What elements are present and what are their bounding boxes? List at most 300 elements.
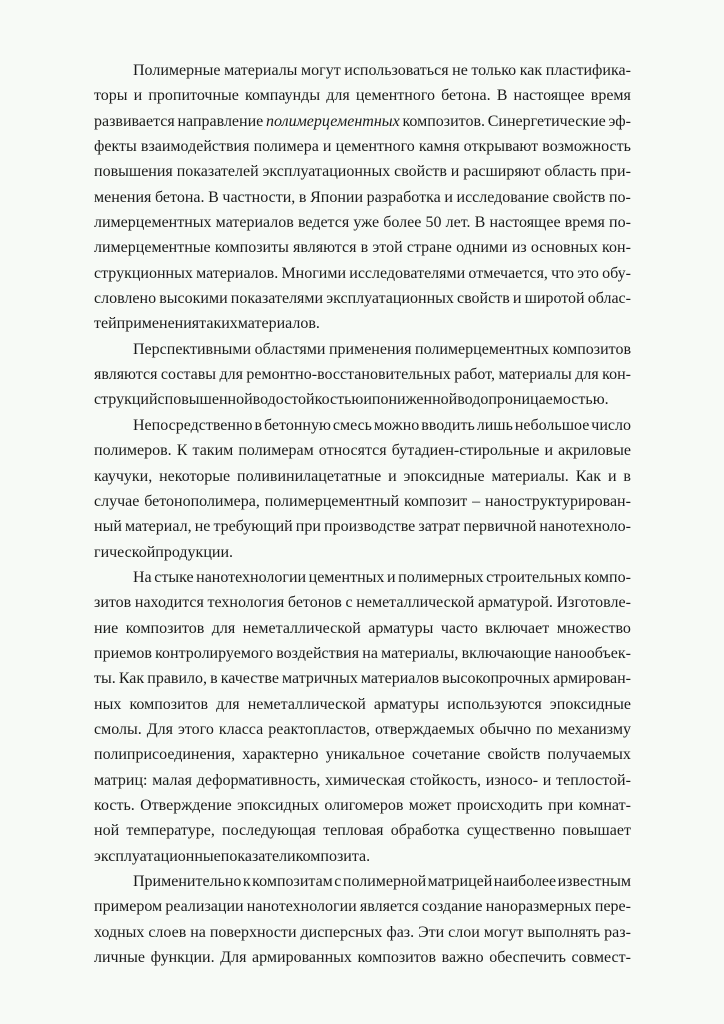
word: Как: [575, 467, 602, 485]
word: и: [512, 290, 522, 308]
word: композитов: [552, 340, 631, 358]
paragraph: [94, 341, 631, 417]
text-line: [94, 924, 631, 949]
word: с: [334, 873, 342, 890]
text-line: [94, 544, 631, 569]
word: область: [544, 163, 597, 181]
word: функции.: [150, 949, 215, 967]
word: отверждаемых: [375, 720, 475, 738]
word: –: [472, 492, 481, 510]
word: ты.: [94, 670, 116, 688]
word: полимерцементный: [264, 492, 400, 510]
word: бетонополимера,: [144, 492, 260, 510]
text-line: [94, 797, 631, 822]
word: в: [254, 416, 263, 434]
word: материалы: [224, 62, 298, 79]
word: получаемых: [547, 746, 631, 764]
word: менения: [94, 188, 152, 206]
word: дисперсных: [300, 923, 383, 941]
word: повышает: [562, 822, 631, 840]
word: обеспечить: [489, 949, 566, 967]
word: раз-: [604, 923, 631, 941]
word: композита.: [295, 847, 371, 865]
text-line: [94, 417, 631, 442]
word: словлено: [94, 290, 157, 308]
word: материал,: [124, 518, 192, 536]
word: бетонов: [287, 594, 342, 612]
body-text-column: [94, 62, 631, 974]
word: класса: [218, 720, 264, 738]
word: показателями: [230, 290, 324, 308]
word: композитов: [129, 695, 208, 713]
word: эпоксидных: [237, 796, 320, 814]
text-line: [94, 138, 631, 163]
word: таких: [199, 315, 238, 333]
word: полимерам: [238, 442, 314, 460]
text-line: [94, 721, 631, 746]
text-line: [94, 290, 631, 315]
word: могут: [483, 923, 524, 941]
word: как: [519, 62, 543, 79]
word: для: [219, 366, 243, 384]
word: строительных: [486, 568, 582, 586]
word: Применительно: [133, 873, 242, 890]
word: характерно: [242, 746, 319, 764]
word: наноразмерных: [485, 898, 592, 916]
word: неметаллической: [242, 619, 361, 637]
word: матричных: [282, 670, 358, 688]
word: известным: [557, 873, 631, 890]
word: На: [133, 568, 152, 586]
word: ремонтно-восстановительных: [246, 366, 451, 384]
word: В: [496, 87, 508, 105]
word: разработка: [366, 188, 441, 206]
word: цементного: [355, 87, 435, 105]
word: свойств: [394, 163, 447, 181]
word: Как: [118, 670, 145, 688]
word: полиприсоединения,: [94, 746, 236, 764]
word: зитов: [94, 594, 132, 612]
word: создание: [421, 898, 483, 916]
word: продукции.: [155, 543, 233, 561]
word: этого: [178, 720, 214, 738]
word: примером: [94, 898, 163, 916]
paragraph: [94, 417, 631, 569]
word: для: [216, 695, 240, 713]
word: Непосредственно: [133, 416, 253, 434]
word: композит: [404, 492, 468, 510]
word: высокопрочных: [442, 670, 550, 688]
word: нанотехнологии: [196, 568, 307, 586]
word: вводить: [421, 416, 475, 434]
word: ходных: [94, 923, 145, 941]
word: исследование: [456, 188, 549, 206]
word: настоящее: [513, 87, 585, 105]
word: в: [360, 239, 369, 257]
word: арматуры: [368, 619, 434, 637]
word: включающие: [461, 644, 552, 662]
word: по: [536, 720, 553, 738]
word: материалов: [360, 670, 440, 688]
word: тепловая: [323, 822, 384, 840]
word: выполнять: [527, 923, 601, 941]
word: применения: [328, 340, 412, 358]
word: при: [295, 518, 321, 536]
word: эф-: [608, 112, 631, 130]
word: возможность: [542, 138, 631, 156]
word: и: [542, 771, 552, 789]
word: компо-: [584, 568, 631, 586]
text-line: [94, 315, 631, 340]
word: армированных: [252, 949, 352, 967]
text-line: [94, 569, 631, 594]
word: струкционных: [94, 264, 193, 282]
word: время: [590, 87, 631, 105]
word: последующая: [222, 822, 316, 840]
word: некоторые: [159, 467, 231, 485]
text-line: [94, 214, 631, 239]
word: пере-: [594, 898, 631, 916]
word: материалы: [498, 366, 572, 384]
word: свойств: [552, 188, 606, 206]
word: химическая: [325, 771, 406, 789]
word: и: [322, 138, 332, 156]
word: контролируемого: [155, 644, 274, 662]
text-line: [94, 696, 631, 721]
word: ных: [94, 695, 122, 713]
word: этой: [372, 239, 403, 257]
word: обу-: [602, 264, 631, 282]
word: не: [194, 518, 211, 536]
word: кость.: [94, 796, 135, 814]
word: и: [388, 467, 397, 485]
word: Полимерные: [133, 62, 221, 79]
word: для: [211, 619, 236, 637]
word: исследователями: [349, 264, 466, 282]
word: износо-: [485, 771, 539, 789]
word: полимерцементных: [415, 340, 549, 358]
word: струкций: [94, 391, 158, 409]
word: деформативность,: [196, 771, 321, 789]
word: реализации: [165, 898, 244, 916]
word: составы: [160, 366, 217, 384]
word: показатели: [220, 847, 296, 865]
word: использоваться: [344, 62, 449, 79]
word: эксплуатационных: [326, 290, 454, 308]
word: включает: [485, 619, 550, 637]
word: технология: [207, 594, 285, 612]
word: личные: [94, 949, 146, 967]
paragraph: [94, 569, 631, 873]
word: ной: [94, 822, 120, 840]
word: обработка: [390, 822, 460, 840]
word: случае: [94, 492, 140, 510]
text-line: [94, 468, 631, 493]
word: Отверждение: [140, 796, 232, 814]
text-line: [94, 594, 631, 619]
word: пластифика-: [545, 62, 631, 79]
word: сочетание: [411, 746, 481, 764]
word: слои: [448, 923, 480, 941]
word: расширяют: [463, 163, 541, 181]
word: воздействия: [276, 644, 360, 662]
word: арматуры: [373, 695, 439, 713]
word: на: [362, 644, 378, 662]
word: это: [577, 264, 599, 282]
word: материалы,: [381, 644, 459, 662]
word: и: [363, 391, 372, 409]
word: являются: [94, 366, 158, 384]
text-line: [94, 822, 631, 847]
word: по-: [608, 188, 631, 206]
word: относятся: [318, 442, 387, 460]
word: Для: [220, 949, 247, 967]
word: только: [471, 62, 517, 79]
word: происходить: [456, 796, 543, 814]
text-line: [94, 163, 631, 188]
text-line: [94, 848, 631, 873]
word: частности,: [222, 188, 296, 206]
word: и: [386, 568, 396, 586]
word: композитов.: [402, 112, 485, 130]
word: важно: [441, 949, 484, 967]
word: можно: [373, 416, 420, 434]
word: отмечается,: [468, 264, 548, 282]
word: композитов: [357, 949, 437, 967]
word: стране: [406, 239, 452, 257]
word: первичной: [463, 518, 537, 536]
word: бетона.: [441, 87, 491, 105]
word: акриловые: [558, 442, 631, 460]
word: повышенной: [164, 391, 253, 409]
text-line: [94, 949, 631, 974]
word: направление: [177, 112, 264, 130]
word: композиты: [214, 239, 289, 257]
word: широтой: [524, 290, 585, 308]
text-line: [94, 518, 631, 543]
word: малая: [152, 771, 192, 789]
word: матрицей: [427, 873, 493, 890]
word: материалы.: [491, 467, 569, 485]
word: эпоксидные: [549, 695, 631, 713]
emphasized-term: полимерцементных: [266, 112, 400, 130]
word: и: [607, 467, 617, 485]
word: стыке: [154, 568, 194, 586]
word: с: [345, 594, 353, 612]
word: высокими: [159, 290, 228, 308]
word: Перспективными: [133, 340, 252, 358]
word: фаз.: [386, 923, 415, 941]
word: гической: [94, 543, 156, 561]
word: правило,: [147, 670, 208, 688]
word: лет.: [445, 214, 471, 232]
text-line: [94, 898, 631, 923]
word: взаимодействия: [140, 138, 250, 156]
word: и: [544, 442, 554, 460]
word: композитам: [252, 873, 333, 890]
word: могут: [301, 62, 341, 79]
word: температуре,: [126, 822, 215, 840]
word: Многими: [281, 264, 347, 282]
word: в: [298, 188, 307, 206]
word: по-: [609, 214, 631, 232]
word: поверхности: [209, 923, 297, 941]
text-line: [94, 620, 631, 645]
word: водопроницаемостью.: [457, 391, 609, 409]
word: полимеров.: [94, 442, 172, 460]
word: ведется: [297, 214, 350, 232]
word: время: [564, 214, 605, 232]
text-line: [94, 670, 631, 695]
word: Для: [146, 720, 174, 738]
word: нанотехнологии: [246, 898, 357, 916]
word: материалов: [215, 214, 294, 232]
word: лишь: [476, 416, 513, 434]
word: компаунды: [244, 87, 321, 105]
word: эксплуатационные: [94, 847, 221, 865]
word: В: [474, 214, 486, 232]
text-line: [94, 493, 631, 518]
word: тей: [94, 315, 117, 333]
word: приемов: [94, 644, 152, 662]
word: фекты: [94, 138, 137, 156]
word: требующий: [213, 518, 293, 536]
word: при-: [600, 163, 631, 181]
word: с: [157, 391, 165, 409]
word: областями: [254, 340, 326, 358]
word: слоев: [148, 923, 187, 941]
word: реактопластов,: [268, 720, 371, 738]
word: может: [408, 796, 452, 814]
word: цементного: [335, 138, 415, 156]
word: основных: [530, 239, 598, 257]
word: в: [623, 467, 631, 485]
word: применения: [116, 315, 200, 333]
text-line: [94, 746, 631, 771]
word: не: [452, 62, 468, 79]
word: матриц:: [94, 771, 148, 789]
word: уникальное: [325, 746, 405, 764]
word: ный: [94, 518, 122, 536]
word: обычно: [479, 720, 532, 738]
word: эпоксидные: [403, 467, 485, 485]
word: повышения: [94, 163, 173, 181]
word: бутадиен-стирольные: [391, 442, 540, 460]
word: работ,: [454, 366, 496, 384]
word: К: [176, 442, 188, 460]
word: свойств: [487, 746, 541, 764]
word: число: [591, 416, 631, 434]
word: таким: [192, 442, 234, 460]
word: пониженной: [371, 391, 458, 409]
word: используются: [447, 695, 542, 713]
word: в: [210, 670, 218, 688]
word: каучуки,: [94, 467, 153, 485]
word: совмест-: [571, 949, 631, 967]
word: существенно: [466, 822, 556, 840]
word: для: [575, 366, 599, 384]
text-line: [94, 87, 631, 112]
word: кон-: [602, 239, 631, 257]
text-line: [94, 189, 631, 214]
text-line: [94, 113, 631, 138]
word: композитов: [125, 619, 205, 637]
word: арматурой.: [477, 594, 553, 612]
word: что: [551, 264, 574, 282]
text-line: [94, 239, 631, 264]
word: эксплуатационных: [262, 163, 391, 181]
word: смолы.: [94, 720, 142, 738]
word: и: [450, 163, 460, 181]
word: являются: [293, 239, 357, 257]
word: полимерной: [342, 873, 427, 890]
word: механизму: [557, 720, 631, 738]
word: поливинилацетатные: [237, 467, 382, 485]
word: качестве: [220, 670, 279, 688]
word: кон-: [602, 366, 631, 384]
word: смесь: [332, 416, 372, 434]
word: цементных: [308, 568, 385, 586]
word: Синергетические: [487, 112, 606, 130]
text-line: [94, 265, 631, 290]
word: лимерцементных: [94, 214, 212, 232]
word: наиболее: [493, 873, 557, 890]
word: бетонную: [264, 416, 331, 434]
text-line: [94, 341, 631, 366]
word: Японии: [310, 188, 363, 206]
word: к: [242, 873, 251, 890]
text-line: [94, 772, 631, 797]
word: более: [383, 214, 422, 232]
text-line: [94, 366, 631, 391]
word: Эти: [418, 923, 445, 941]
word: из: [511, 239, 527, 257]
word: пропиточные: [148, 87, 239, 105]
word: открывают: [463, 138, 539, 156]
word: неметаллической: [356, 594, 475, 612]
word: нанообъек-: [554, 644, 631, 662]
word: облас-: [587, 290, 631, 308]
text-line: [94, 645, 631, 670]
text-line: [94, 62, 631, 87]
paragraph: [94, 873, 631, 974]
word: камня: [418, 138, 460, 156]
word: нанотехноло-: [539, 518, 631, 536]
word: торы: [94, 87, 128, 105]
word: часто: [440, 619, 478, 637]
word: множество: [556, 619, 631, 637]
word: В: [208, 188, 219, 206]
word: и: [444, 188, 453, 206]
word: на: [190, 923, 206, 941]
word: производстве: [324, 518, 416, 536]
word: стойкость,: [409, 771, 481, 789]
word: ние: [94, 619, 119, 637]
word: и: [133, 87, 143, 105]
word: лимерцементные: [94, 239, 211, 257]
word: [266, 113, 400, 131]
word: бетона.: [155, 188, 205, 206]
word: комнат-: [578, 796, 631, 814]
word: находится: [134, 594, 204, 612]
word: затрат: [418, 518, 461, 536]
word: полимерных: [398, 568, 484, 586]
word: водостойкостью: [252, 391, 364, 409]
word: наноструктурирован-: [485, 492, 631, 510]
word: материалов.: [196, 264, 279, 282]
word: армирован-: [553, 670, 631, 688]
word: теплостой-: [556, 771, 631, 789]
